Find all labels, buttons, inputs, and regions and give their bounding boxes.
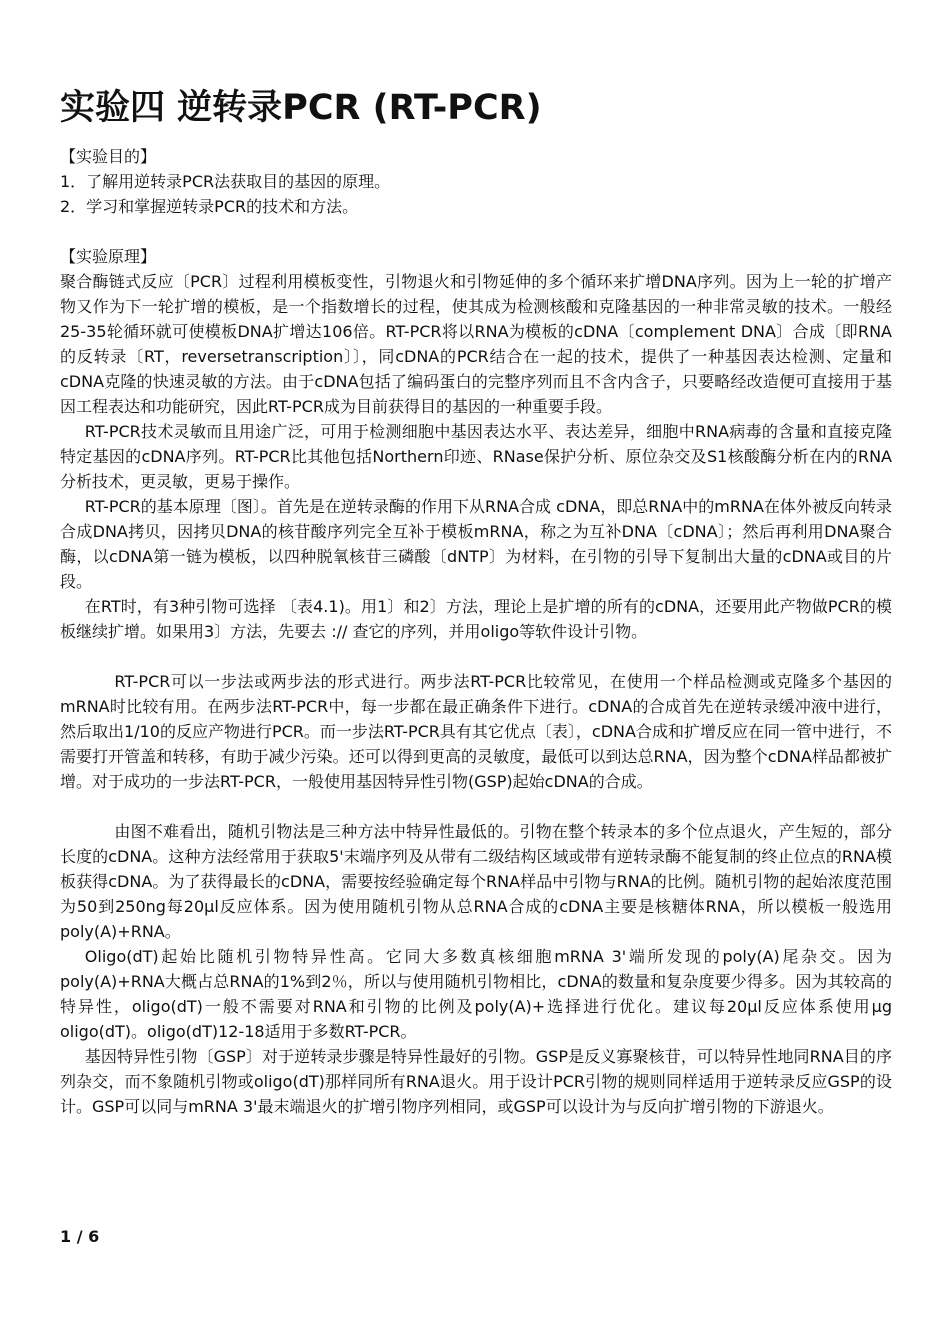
principle-paragraph: 在RT时，有3种引物可选择 〔表4.1)。用1〕和2〕方法，理论上是扩增的所有的cDNA，还要用此产物做PCR的模板继续扩增。如果用3〕方法，先要去 :// 查它的序列，并用oligo等软件设计引物。 [60, 597, 892, 641]
principle-paragraph: 基因特异性引物〔GSP〕对于逆转录步骤是特异性最好的引物。GSP是反义寡聚核苷，可以特异性地同RNA目的序列杂交，而不象随机引物或oligo(dT)那样同所有RNA退火。用于设计PCR引物的规则同样适用于逆转录反应GSP的设计。GSP可以同与mRNA 3'最末端退火的扩增引物序列相同，或GSP可以设计为与反向扩增引物的下游退火。 [60, 1047, 892, 1116]
principle-paragraph: Oligo(dT)起始比随机引物特异性高。它同大多数真核细胞mRNA 3'端所发现的poly(A)尾杂交。因为poly(A)+RNA大概占总RNA的1%到2％，所以与使用随机引物相比，cDNA的数量和复杂度要少得多。因为其较高的特异性，oligo(dT)一般不需要对RNA和引物的比例及poly(A)+选择进行优化。建议每20μl反应体系使用μg oligo(dT)。oligo(dT)12-18适用于多数RT-PCR。 [60, 947, 892, 1041]
blank-line [60, 794, 892, 819]
principle-heading: 【实验原理】 [60, 247, 157, 266]
document-body [60, 144, 892, 1119]
principle-paragraph: RT-PCR的基本原理〔图〕。首先是在逆转录酶的作用下从RNA合成 cDNA，即总RNA中的mRNA在体外被反向转录合成DNA拷贝，因拷贝DNA的核苷酸序列完全互补于模板mRNA，称之为互补DNA〔cDNA〕；然后再利用DNA聚合酶，以cDNA第一链为模板，以四种脱氧核苷三磷酸〔dNTP〕为材料，在引物的引导下复制出大量的cDNA或目的片段。 [60, 497, 892, 591]
purpose-heading: 【实验目的】 [60, 147, 157, 166]
principle-paragraph: 由图不难看出，随机引物法是三种方法中特异性最低的。引物在整个转录本的多个位点退火，产生短的，部分长度的cDNA。这种方法经常用于获取5'末端序列及从带有二级结构区域或带有逆转录酶不能复制的终止位点的RNA模板获得cDNA。为了获得最长的cDNA，需要按经验确定每个RNA样品中引物与RNA的比例。随机引物的起始浓度范围为50到250ng每20μl反应体系。因为使用随机引物从总RNA合成的cDNA主要是核糖体RNA，所以模板一般选用poly(A)+RNA。 [60, 822, 892, 941]
purpose-item: 1．了解用逆转录PCR法获取目的基因的原理。 [60, 172, 391, 191]
blank-line [60, 219, 892, 244]
document-title: 实验四 逆转录PCR (RT-PCR) [60, 88, 542, 128]
principle-paragraph: RT-PCR可以一步法或两步法的形式进行。两步法RT-PCR比较常见，在使用一个样品检测或克隆多个基因的mRNA时比较有用。在两步法RT-PCR中，每一步都在最正确条件下进行。cDNA的合成首先在逆转录缓冲液中进行，然后取出1/10的反应产物进行PCR。而一步法RT-PCR具有其它优点〔表〕，cDNA合成和扩增反应在同一管中进行，不需要打开管盖和转移，有助于减少污染。还可以得到更高的灵敏度，最低可以到达总RNA，因为整个cDNA样品都被扩增。对于成功的一步法RT-PCR，一般使用基因特异性引物(GSP)起始cDNA的合成。 [60, 672, 892, 791]
principle-paragraph: 聚合酶链式反应〔PCR〕过程利用模板变性，引物退火和引物延伸的多个循环来扩增DNA序列。因为上一轮的扩增产物又作为下一轮扩增的模板，是一个指数增长的过程，使其成为检测核酸和克隆基因的一种非常灵敏的技术。一般经25-35轮循环就可使模板DNA扩增达106倍。RT-PCR将以RNA为模板的cDNA〔complement DNA〕合成〔即RNA的反转录〔RT，reversetranscription〕〕，同cDNA的PCR结合在一起的技术，提供了一种基因表达检测、定量和cDNA克隆的快速灵敏的方法。由于cDNA包括了编码蛋白的完整序列而且不含内含子，只要略经改造便可直接用于基因工程表达和功能研究，因此RT-PCR成为目前获得目的基因的一种重要手段。 [60, 272, 892, 416]
principle-paragraph: RT-PCR技术灵敏而且用途广泛，可用于检测细胞中基因表达水平、表达差异，细胞中RNA病毒的含量和直接克隆特定基因的cDNA序列。RT-PCR比其他包括Northern印迹、RNase保护分析、原位杂交及S1核酸酶分析在内的RNA分析技术，更灵敏，更易于操作。 [60, 422, 892, 491]
blank-line [60, 644, 892, 669]
purpose-item: 2．学习和掌握逆转录PCR的技术和方法。 [60, 197, 359, 216]
page-number: 1 / 6 [60, 1227, 100, 1246]
